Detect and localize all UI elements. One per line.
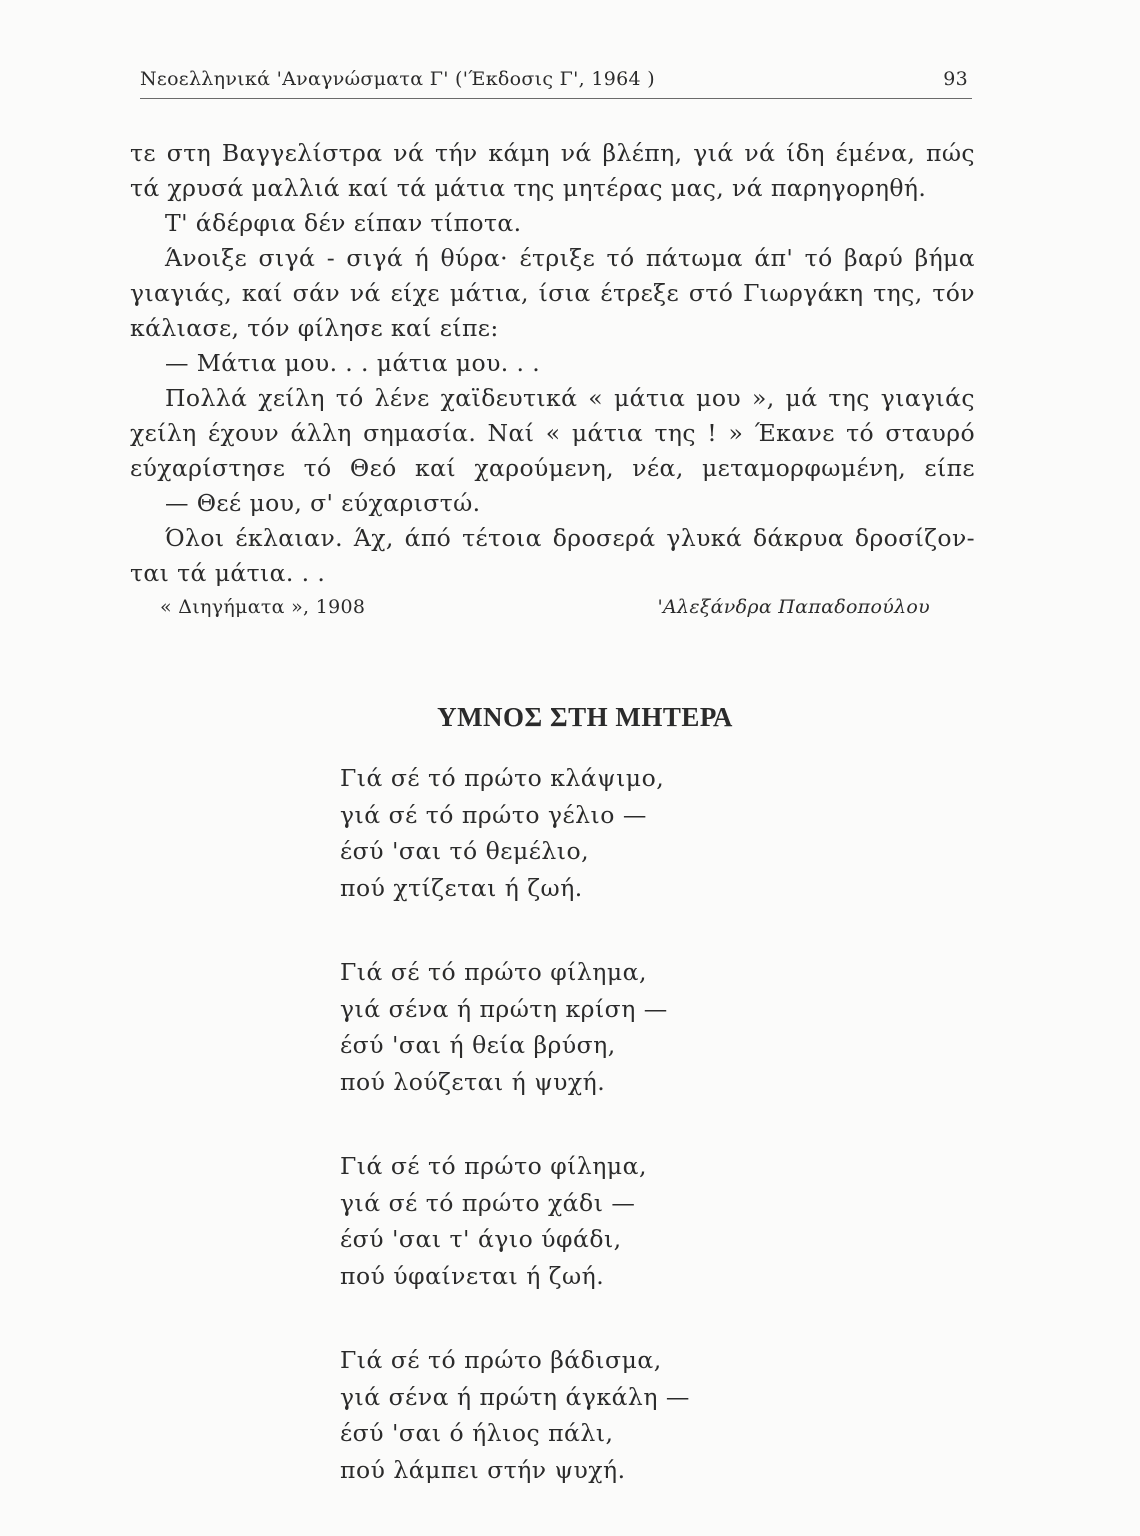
prose-body (130, 136, 975, 591)
prose-line: Άνοιξε σιγά - σιγά ή θύρα· έτριξε τό πάτωμα άπ' τό βαρύ βήμα (165, 244, 975, 272)
prose-line: γιαγιάς, καί σάν νά είχε μάτια, ίσια έτρεξε στό Γιωργάκη της, τόν (130, 279, 975, 307)
prose-line: Όλοι έκλαιαν. Άχ, άπό τέτοια δροσερά γλυκά δάκρυα δροσίζον- (165, 524, 975, 552)
prose-line: κάλιασε, τόν φίλησε καί είπε: (130, 314, 499, 342)
poem-body (340, 760, 840, 1536)
poem-verse: πού λάμπει στήν ψυχή. (340, 1455, 626, 1484)
poem-verse: γιά σένα ή πρώτη άγκάλη — (340, 1382, 690, 1411)
prose-line: ται τά μάτια. . . (130, 559, 326, 587)
poem-stanza (340, 760, 840, 906)
page-header (140, 64, 972, 99)
poem-verse: πού χτίζεται ή ζωή. (340, 873, 583, 902)
prose-line: Πολλά χείλη τό λένε χαϊδευτικά « μάτια μου », μά της γιαγιάς (165, 384, 975, 412)
prose-line: τε στη Βαγγελίστρα νά τήν κάμη νά βλέπη, γιά νά ίδη έμένα, πώς (130, 139, 975, 167)
poem-verse: Γιά σέ τό πρώτο κλάψιμο, (340, 764, 665, 792)
running-title: Νεοελληνικά 'Αναγνώσματα Γ' ('Έκδοσις Γ', 1964 ) (140, 68, 655, 90)
poem-verse: πού ύφαίνεται ή ζωή. (340, 1261, 605, 1290)
prose-line: εύχαρίστησε τό Θεό καί χαρούμενη, νέα, μεταμορφωμένη, είπε (130, 454, 975, 482)
poem-verse: έσύ 'σαι ή θεία βρύση, (340, 1031, 616, 1059)
prose-line: — Θεέ μου, σ' εύχαριστώ. (165, 489, 481, 517)
poem-verse: έσύ 'σαι τό θεμέλιο, (340, 837, 590, 865)
poem-verse: Γιά σέ τό πρώτο φίλημα, (340, 1152, 647, 1180)
page-number: 93 (943, 68, 968, 90)
poem-verse: έσύ 'σαι ό ήλιος πάλι, (340, 1419, 614, 1447)
prose-line: χείλη έχουν άλλη σημασία. Ναί « μάτια της ! » Έκανε τό σταυρό (130, 419, 975, 447)
poem-verse: γιά σένα ή πρώτη κρίση — (340, 994, 668, 1023)
source-work: « Διηγήματα », 1908 (160, 596, 366, 618)
poem-verse: γιά σέ τό πρώτο γέλιο — (340, 800, 647, 829)
poem-stanza (340, 1342, 840, 1488)
prose-line: — Μάτια μου. . . μάτια μου. . . (165, 349, 541, 377)
source-attribution (160, 596, 930, 626)
source-author: 'Αλεξάνδρα Παπαδοπούλου (657, 596, 930, 618)
prose-line: Τ' άδέρφια δέν είπαν τίποτα. (165, 209, 522, 237)
poem-title: ΥΜΝΟΣ ΣΤΗ ΜΗΤΕΡΑ (437, 702, 733, 732)
poem-stanza (340, 1148, 840, 1294)
poem-verse: πού λούζεται ή ψυχή. (340, 1067, 606, 1096)
poem-verse: γιά σέ τό πρώτο χάδι — (340, 1188, 636, 1217)
prose-line: τά χρυσά μαλλιά καί τά μάτια της μητέρας μας, νά παρηγορηθή. (130, 174, 927, 202)
poem-stanza (340, 954, 840, 1100)
poem-verse: Γιά σέ τό πρώτο βάδισμα, (340, 1346, 662, 1374)
poem-verse: έσύ 'σαι τ' άγιο ύφάδι, (340, 1225, 622, 1253)
poem-verse: Γιά σέ τό πρώτο φίλημα, (340, 958, 647, 986)
